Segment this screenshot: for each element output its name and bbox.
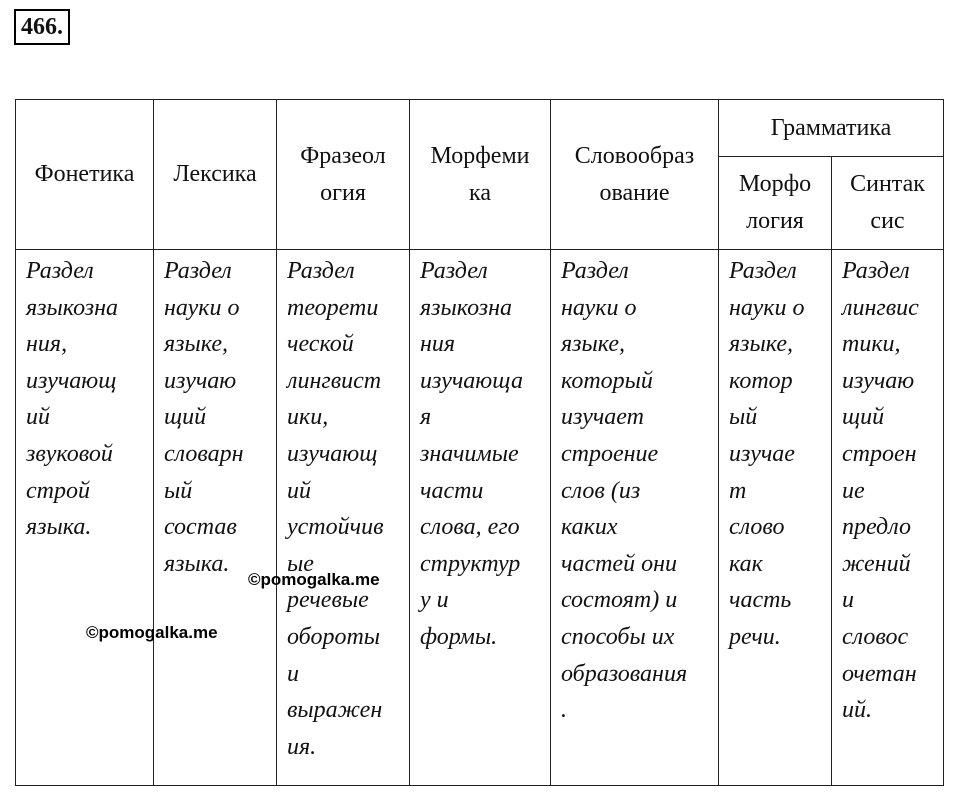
definition-line: языке, (729, 331, 794, 358)
header-word-formation (551, 100, 719, 250)
header-morphology (719, 157, 832, 250)
definition-line: тики, (842, 331, 901, 358)
definition-line: выражен (287, 697, 383, 724)
definition-lexicon (154, 250, 277, 786)
definition-line: как (729, 550, 763, 577)
definition-syntax (832, 250, 944, 786)
definition-line: предло (842, 514, 911, 541)
definition-line: изучает (561, 404, 644, 431)
definition-line: строй (26, 477, 90, 504)
definition-line: Раздел (420, 258, 488, 284)
definition-line: щий (164, 404, 207, 431)
header-line: ование (599, 179, 670, 206)
definition-line: ий (287, 477, 311, 504)
definition-line: языка. (164, 550, 230, 577)
definition-line: т (729, 477, 747, 504)
definition-line: ый (164, 477, 193, 504)
definition-morphology (719, 250, 832, 786)
definition-line: науки о (561, 294, 637, 321)
definition-line: и (842, 587, 854, 614)
definition-line: речи. (729, 623, 781, 650)
watermark: ©pomogalka.me (248, 570, 380, 589)
definition-line: образования (561, 660, 688, 687)
definition-line: науки о (729, 294, 805, 321)
header-line: Фонетика (34, 161, 135, 187)
definition-line: способы их (561, 623, 675, 650)
definition-line: ики, (287, 404, 329, 431)
exercise-number: 466. (14, 9, 70, 45)
header-line: Синтак (850, 171, 925, 197)
definition-line: . (561, 697, 567, 724)
header-line: логия (746, 208, 804, 234)
definition-phraseology (277, 250, 410, 786)
header-line: сис (870, 208, 905, 234)
definition-line: словос (842, 623, 909, 650)
header-grammar: Грамматика (719, 100, 944, 157)
definition-line: у и (420, 587, 449, 614)
definition-phonetics (16, 250, 154, 786)
header-line: Морфо (738, 171, 812, 197)
definition-line: часть (729, 587, 792, 614)
definition-line: языке, (164, 331, 229, 358)
definition-line: языкозна (420, 294, 513, 321)
header-line: огия (320, 179, 366, 206)
definition-line: щий (842, 404, 885, 431)
linguistics-table (15, 99, 944, 786)
definition-line: изучающ (287, 440, 378, 467)
definition-line: Раздел (842, 258, 910, 284)
definition-line: изучае (729, 440, 795, 467)
watermark: ©pomogalka.me (86, 623, 218, 642)
definition-line: языке, (561, 331, 626, 358)
definition-line: и (287, 660, 299, 687)
definition-line: Раздел (26, 258, 94, 284)
header-syntax (832, 157, 944, 250)
definition-line: звуковой (26, 440, 113, 467)
header-line: ка (469, 179, 491, 206)
header-lexicon (154, 100, 277, 250)
definition-line: лингвис (842, 294, 919, 321)
header-phonetics (16, 100, 154, 250)
header-morphemics (410, 100, 551, 250)
header-phraseology (277, 100, 410, 250)
definition-line: я (420, 404, 432, 431)
definition-line: который (561, 367, 653, 394)
definition-line: устойчив (287, 514, 384, 541)
definition-line: очетан (842, 660, 917, 687)
definition-line: ый (729, 404, 758, 431)
definition-line: жений (842, 550, 911, 577)
definition-line: слова, его (420, 514, 520, 541)
definition-line: языка. (26, 514, 92, 541)
definition-line: значимые (420, 440, 519, 467)
definition-line: каких (561, 514, 618, 541)
definition-line: речевые (287, 587, 369, 614)
definition-line: словарн (164, 440, 244, 467)
definition-line: ния (420, 331, 456, 358)
definition-word-formation (551, 250, 719, 786)
definition-line: Раздел (164, 258, 232, 284)
definition-line: ий. (842, 697, 872, 724)
definition-line: котор (729, 367, 793, 394)
definition-line: изучаю (842, 367, 915, 394)
definition-line: слов (из (561, 477, 641, 504)
definition-line: строен (842, 440, 917, 467)
header-line: Лексика (173, 161, 257, 187)
definition-line: Раздел (561, 258, 629, 284)
definition-line: состоят) и (561, 587, 678, 614)
definition-line: науки о (164, 294, 240, 321)
definition-line: изучающ (26, 367, 117, 394)
definition-line: языкозна (26, 294, 119, 321)
definition-line: изучаю (164, 367, 237, 394)
definition-line: Раздел (287, 258, 355, 284)
definition-line: формы. (420, 623, 498, 650)
definition-line: части (420, 477, 484, 504)
definition-line: лингвист (287, 367, 382, 394)
definition-line: ий (26, 404, 50, 431)
definition-line: Раздел (729, 258, 797, 284)
definition-line: структур (420, 550, 521, 577)
header-line: Словообраз (574, 142, 695, 169)
definition-line: ые (287, 550, 314, 577)
definition-line: изучающа (420, 367, 523, 394)
definition-line: обороты (287, 623, 381, 650)
definition-line: состав (164, 514, 237, 541)
definition-line: строение (561, 440, 659, 467)
definition-line: слово (729, 514, 785, 541)
header-line: Фразеол (300, 142, 386, 169)
definition-line: ия. (287, 733, 317, 760)
definition-line: теорети (287, 294, 379, 321)
definition-line: ния, (26, 331, 68, 358)
definition-line: частей они (561, 550, 677, 577)
definition-morphemics (410, 250, 551, 786)
header-line: Морфеми (430, 142, 530, 169)
definition-line: ческой (287, 331, 354, 358)
definition-line: ие (842, 477, 865, 504)
